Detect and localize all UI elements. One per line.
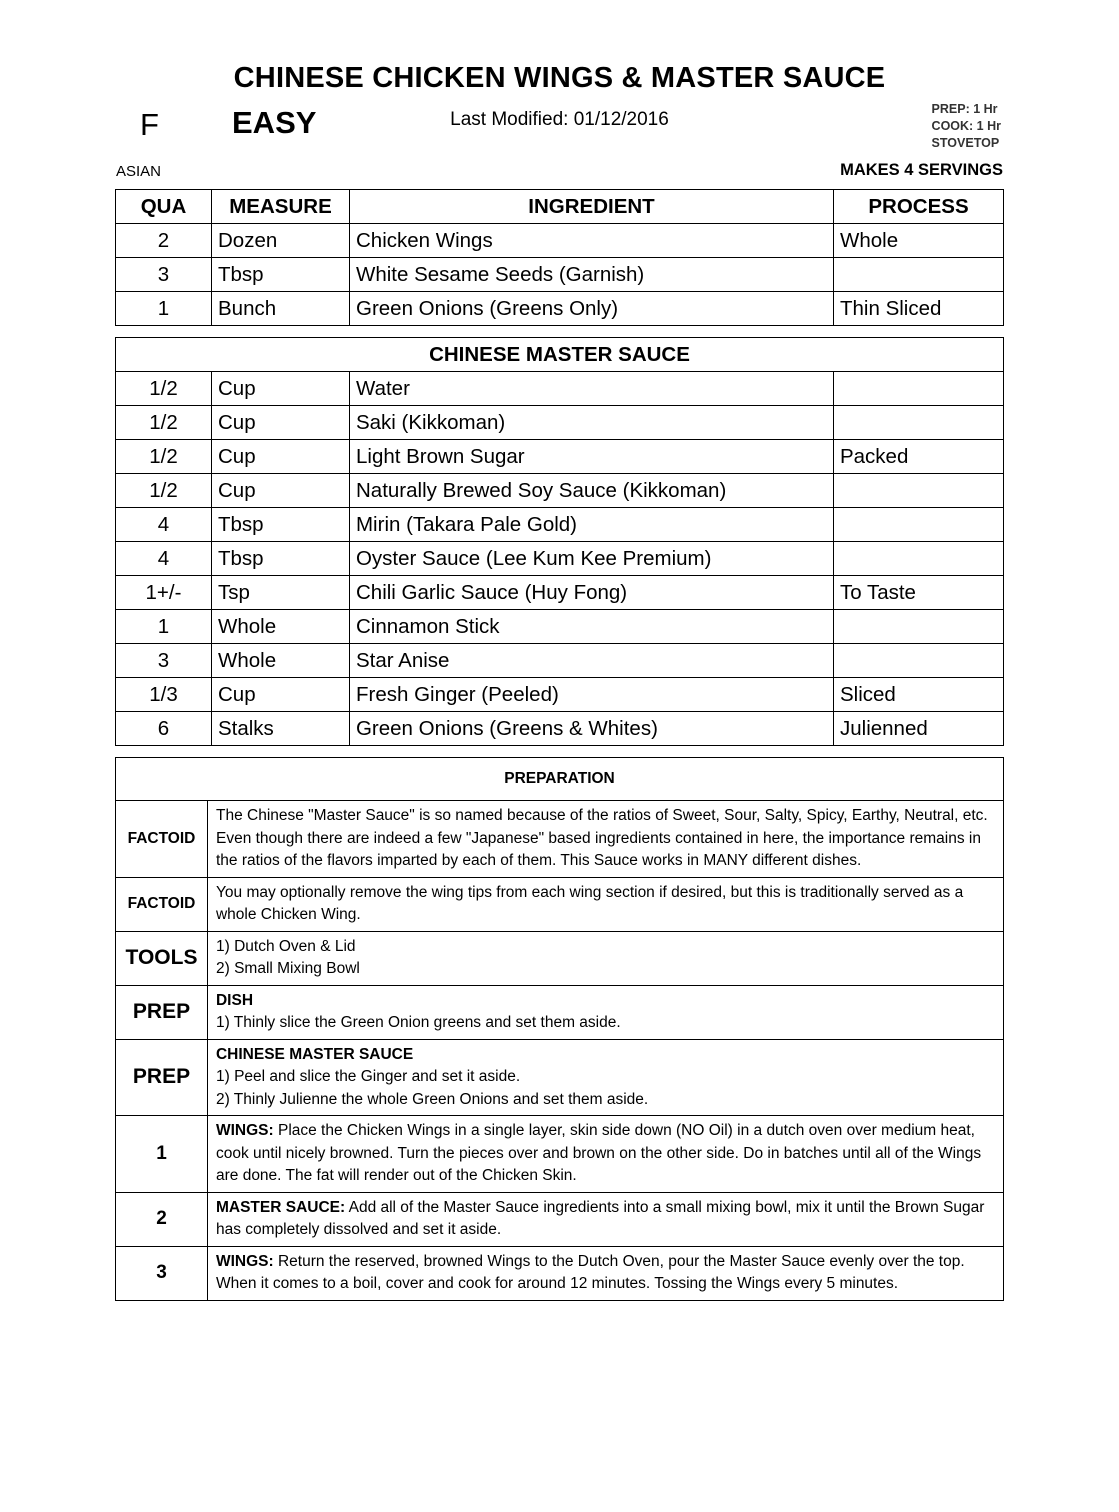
- preparation-title: PREPARATION: [115, 758, 1003, 801]
- cell-qua: 1/3: [115, 678, 211, 712]
- cell-qua: 1/2: [115, 440, 211, 474]
- preparation-row: [115, 1192, 1003, 1246]
- table-row: [115, 474, 1003, 508]
- prep-label: 2: [115, 1192, 207, 1246]
- cell-qua: 3: [115, 644, 211, 678]
- section-title-row: [115, 338, 1003, 372]
- cell-qua: 6: [115, 712, 211, 746]
- cell-process: [833, 610, 1003, 644]
- cell-ingredient: Light Brown Sugar: [349, 440, 833, 474]
- cell-ingredient: Star Anise: [349, 644, 833, 678]
- cell-ingredient: Saki (Kikkoman): [349, 406, 833, 440]
- last-modified: Last Modified: 01/12/2016: [450, 109, 669, 130]
- cell-process: [833, 406, 1003, 440]
- prep-label: 3: [115, 1246, 207, 1300]
- cell-measure: Cup: [211, 678, 349, 712]
- cell-measure: Tbsp: [212, 258, 350, 292]
- prep-line: 2) Thinly Julienne the whole Green Onions and set them aside.: [215, 1090, 649, 1108]
- prep-body: [207, 985, 1003, 1039]
- cell-ingredient: Oyster Sauce (Lee Kum Kee Premium): [349, 542, 833, 576]
- table-row: [116, 258, 1004, 292]
- cell-measure: Tbsp: [211, 542, 349, 576]
- prep-heading: CHINESE MASTER SAUCE: [215, 1045, 414, 1063]
- prep-heading: DISH: [215, 991, 254, 1009]
- cell-process: Thin Sliced: [834, 292, 1004, 326]
- table-row: [115, 372, 1003, 406]
- cell-measure: Cup: [211, 372, 349, 406]
- column-header-process: PROCESS: [834, 190, 1004, 224]
- cell-process: [833, 542, 1003, 576]
- ingredients-section: [0, 189, 1119, 326]
- prep-time: PREP: 1 Hr: [931, 102, 998, 116]
- cell-ingredient: Water: [349, 372, 833, 406]
- cook-method: STOVETOP: [931, 136, 1000, 150]
- prep-body: [207, 1039, 1003, 1116]
- table-row: [115, 644, 1003, 678]
- cell-qua: 4: [115, 542, 211, 576]
- cell-ingredient: Green Onions (Greens & Whites): [349, 712, 833, 746]
- cook-time: COOK: 1 Hr: [931, 119, 1001, 133]
- master-sauce-table: [115, 337, 1004, 746]
- section-title: CHINESE MASTER SAUCE: [115, 338, 1003, 372]
- prep-line: 2) Small Mixing Bowl: [215, 960, 360, 977]
- prep-line: Return the reserved, browned Wings to the Dutch Oven, pour the Master Sauce evenly over the top. When it comes to a boil, cover and cook for around 12 minutes. Tossing the Wings every 5 minutes.: [215, 1252, 965, 1292]
- prep-lead: WINGS:: [215, 1252, 274, 1270]
- cell-measure: Cup: [211, 474, 349, 508]
- preparation-row: [115, 1246, 1003, 1300]
- preparation-row: [115, 931, 1003, 985]
- cell-qua: 1/2: [115, 474, 211, 508]
- prep-lead: MASTER SAUCE:: [215, 1198, 346, 1216]
- table-row: [115, 678, 1003, 712]
- column-header-qua: QUA: [116, 190, 212, 224]
- prep-body: [207, 1246, 1003, 1300]
- cell-ingredient: Cinnamon Stick: [349, 610, 833, 644]
- ingredients-table: [115, 189, 1004, 326]
- prep-line: You may optionally remove the wing tips from each wing section if desired, but this is traditionally served as a whole Chicken Wing.: [215, 883, 964, 923]
- prep-label: PREP: [115, 985, 207, 1039]
- cell-ingredient: Mirin (Takara Pale Gold): [349, 508, 833, 542]
- cell-process: Packed: [833, 440, 1003, 474]
- cuisine-row: [0, 163, 1119, 185]
- preparation-table: [115, 757, 1004, 1301]
- cell-qua: 1: [116, 292, 212, 326]
- cell-measure: Cup: [211, 406, 349, 440]
- prep-label: 1: [115, 1116, 207, 1193]
- prep-line: 1) Thinly slice the Green Onion greens and set them aside.: [215, 1014, 621, 1031]
- cell-measure: Tsp: [211, 576, 349, 610]
- cell-qua: 1: [115, 610, 211, 644]
- prep-body: [207, 931, 1003, 985]
- grade-letter: F: [140, 107, 159, 142]
- cell-ingredient: Fresh Ginger (Peeled): [349, 678, 833, 712]
- table-row: [115, 712, 1003, 746]
- prep-body: [207, 877, 1003, 931]
- table-row: [115, 542, 1003, 576]
- cell-measure: Stalks: [211, 712, 349, 746]
- prep-label: PREP: [115, 1039, 207, 1116]
- preparation-row: [115, 1039, 1003, 1116]
- cell-process: [833, 508, 1003, 542]
- cell-measure: Whole: [211, 610, 349, 644]
- prep-line: Add all of the Master Sauce ingredients into a small mixing bowl, mix it until the Brown Sugar has completely dissolved and set it aside.: [215, 1198, 985, 1238]
- cell-qua: 1/2: [115, 372, 211, 406]
- table-row: [116, 224, 1004, 258]
- cell-process: To Taste: [833, 576, 1003, 610]
- cell-process: Julienned: [833, 712, 1003, 746]
- page-title: CHINESE CHICKEN WINGS & MASTER SAUCE: [233, 62, 886, 94]
- cell-ingredient: Chicken Wings: [350, 224, 834, 258]
- cell-process: [833, 644, 1003, 678]
- master-sauce-section: [0, 337, 1119, 746]
- table-row: [116, 292, 1004, 326]
- prep-label: FACTOID: [115, 877, 207, 931]
- prep-line: The Chinese "Master Sauce" is so named because of the ratios of Sweet, Sour, Salty, Spicy, Earthy, Neutral, etc. Even though there are indeed a few "Japanese" based ingredients contained in here, the importance remains in the ratios of the flavors imparted by each of them. This Sauce works in MANY different dishes.: [215, 807, 988, 869]
- preparation-row: [115, 985, 1003, 1039]
- table-row: [115, 610, 1003, 644]
- preparation-row: [115, 877, 1003, 931]
- prep-line: Place the Chicken Wings in a single layer, skin side down (NO Oil) in a dutch oven over medium heat, cook until nicely browned. Turn the pieces over and brown on the other side. Do in batches until all of the Wings are done. The fat will render out of the Chicken Skin.: [215, 1122, 982, 1184]
- time-meta: [932, 101, 1001, 152]
- recipe-page: [0, 62, 1119, 1512]
- cell-process: Sliced: [833, 678, 1003, 712]
- cuisine-label: ASIAN: [116, 163, 162, 180]
- cell-qua: 1+/-: [115, 576, 211, 610]
- cell-qua: 4: [115, 508, 211, 542]
- cell-ingredient: Naturally Brewed Soy Sauce (Kikkoman): [349, 474, 833, 508]
- prep-body: [207, 1192, 1003, 1246]
- table-row: [115, 576, 1003, 610]
- cell-measure: Bunch: [212, 292, 350, 326]
- preparation-row: [115, 1116, 1003, 1193]
- cell-process: [834, 258, 1004, 292]
- cell-process: [833, 474, 1003, 508]
- difficulty-label: EASY: [232, 105, 317, 140]
- column-header-ingredient: INGREDIENT: [350, 190, 834, 224]
- prep-line: 1) Dutch Oven & Lid: [215, 937, 356, 955]
- cell-qua: 3: [116, 258, 212, 292]
- table-row: [115, 440, 1003, 474]
- column-header-measure: MEASURE: [212, 190, 350, 224]
- cell-measure: Cup: [211, 440, 349, 474]
- cell-qua: 1/2: [115, 406, 211, 440]
- prep-label: FACTOID: [115, 801, 207, 878]
- cell-ingredient: White Sesame Seeds (Garnish): [350, 258, 834, 292]
- header-row: [0, 101, 1119, 163]
- cell-measure: Whole: [211, 644, 349, 678]
- preparation-title-row: [115, 758, 1003, 801]
- table-header-row: [116, 190, 1004, 224]
- prep-label: TOOLS: [115, 931, 207, 985]
- preparation-row: [115, 801, 1003, 878]
- prep-body: [207, 801, 1003, 878]
- servings-label: MAKES 4 SERVINGS: [840, 161, 1003, 179]
- cell-measure: Dozen: [212, 224, 350, 258]
- cell-process: Whole: [834, 224, 1004, 258]
- table-row: [115, 508, 1003, 542]
- cell-ingredient: Chili Garlic Sauce (Huy Fong): [349, 576, 833, 610]
- cell-measure: Tbsp: [211, 508, 349, 542]
- cell-process: [833, 372, 1003, 406]
- cell-qua: 2: [116, 224, 212, 258]
- cell-ingredient: Green Onions (Greens Only): [350, 292, 834, 326]
- prep-line: 1) Peel and slice the Ginger and set it aside.: [215, 1068, 521, 1085]
- prep-body: [207, 1116, 1003, 1193]
- table-row: [115, 406, 1003, 440]
- prep-lead: WINGS:: [215, 1122, 274, 1139]
